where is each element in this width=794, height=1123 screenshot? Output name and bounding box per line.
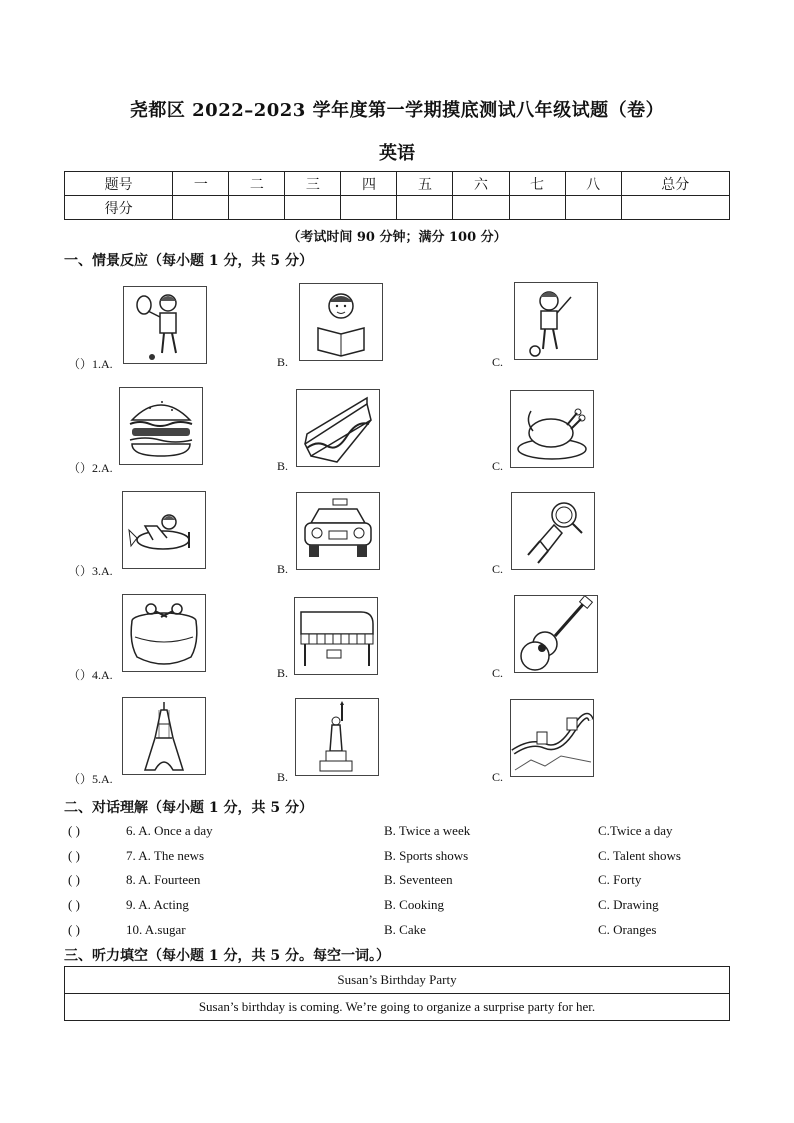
score-table-score-row [65,196,730,220]
plane-pilot-icon[interactable] [122,491,206,569]
question-prefix: （）5.A. [68,772,113,786]
astronaut-icon[interactable] [511,492,595,570]
option-c-label: C. [492,770,504,784]
listening-table-text: Susan’s birthday is coming. We’re going to organize a surprise party for her. [65,994,730,1021]
score-cell: 题号 [65,172,173,196]
score-entry-cell[interactable] [285,196,341,220]
option-c: C. Forty [598,872,642,887]
boy-soccer-icon[interactable] [514,282,598,360]
subject-title: 英语 [379,143,415,164]
guitar-icon[interactable] [514,595,598,673]
score-cell: 三 [285,172,341,196]
score-entry-cell[interactable] [397,196,453,220]
section3-heading: 三、听力填空（每小题 1 分，共 5 分。每空一词。） [64,948,390,964]
answer-blank[interactable]: ( ) [68,922,80,937]
statue-of-liberty-icon[interactable] [295,698,379,776]
exam-info: （考试时间 90 分钟；满分 100 分） [287,230,507,245]
option-a: 9. A. Acting [126,897,189,912]
hamburger-icon[interactable] [119,387,203,465]
option-b: B. Seventeen [384,872,453,887]
piano-icon[interactable] [294,597,378,675]
dialog-question-row [64,823,730,843]
question-prefix: （）2.A. [68,461,113,475]
option-c-label: C. [492,459,504,473]
answer-blank[interactable]: ( ) [68,823,80,838]
question-prefix: （）4.A. [68,668,113,682]
score-cell: 二 [229,172,285,196]
score-table-header-row [65,172,730,196]
option-b: B. Sports shows [384,848,469,863]
sandwich-icon[interactable] [296,389,380,467]
option-a: 7. A. The news [126,848,205,863]
answer-blank[interactable]: ( ) [68,848,80,863]
section2-heading: 二、对话理解（每小题 1 分，共 5 分） [64,800,313,816]
answer-blank[interactable]: ( ) [68,897,80,912]
option-c-label: C. [492,562,504,576]
listening-table-title: Susan’s Birthday Party [65,967,730,994]
option-c: C. Talent shows [598,848,681,863]
question-prefix: （）3.A. [68,564,113,578]
answer-blank[interactable]: ( ) [68,872,80,887]
option-c-label: C. [492,355,504,369]
taxi-icon[interactable] [296,492,380,570]
question-prefix: （）1.A. [68,357,113,371]
boy-reading-icon[interactable] [299,283,383,361]
score-cell: 四 [341,172,397,196]
dialog-question-row [64,872,730,892]
option-b-label: B. [277,770,289,784]
option-a: 6. A. Once a day [126,823,213,838]
score-entry-cell[interactable] [341,196,397,220]
dialog-question-row [64,897,730,917]
option-b: B. Cooking [384,897,444,912]
option-c-label: C. [492,666,504,680]
option-b: B. Cake [384,922,426,937]
tennis-player-icon[interactable] [123,286,207,364]
score-table [64,171,730,220]
score-entry-cell[interactable] [453,196,509,220]
score-cell: 一 [173,172,229,196]
score-cell: 八 [565,172,621,196]
score-entry-cell[interactable] [565,196,621,220]
option-c: C. Oranges [598,922,657,937]
option-c: C.Twice a day [598,823,673,838]
score-entry-cell[interactable] [229,196,285,220]
listening-table [64,966,730,1021]
score-entry-cell[interactable] [173,196,229,220]
page-title: 尧都区 2022–2023 学年度第一学期摸底测试八年级试题（卷） [129,100,665,121]
option-a: 10. A.sugar [126,922,186,937]
section1-heading: 一、情景反应（每小题 1 分，共 5 分） [64,253,313,269]
option-c: C. Drawing [598,897,659,912]
score-label-cell: 得分 [65,196,173,220]
drum-icon[interactable] [122,594,206,672]
score-cell: 七 [509,172,565,196]
great-wall-icon[interactable] [510,699,594,777]
dialog-question-row [64,848,730,868]
option-b-label: B. [277,562,289,576]
score-entry-cell[interactable] [621,196,729,220]
roast-turkey-icon[interactable] [510,390,594,468]
score-cell: 五 [397,172,453,196]
score-entry-cell[interactable] [509,196,565,220]
option-b-label: B. [277,666,289,680]
score-cell: 总分 [621,172,729,196]
eiffel-tower-icon[interactable] [122,697,206,775]
option-b-label: B. [277,355,289,369]
score-cell: 六 [453,172,509,196]
option-b: B. Twice a week [384,823,471,838]
option-a: 8. A. Fourteen [126,872,201,887]
option-b-label: B. [277,459,289,473]
dialog-question-row [64,922,730,942]
